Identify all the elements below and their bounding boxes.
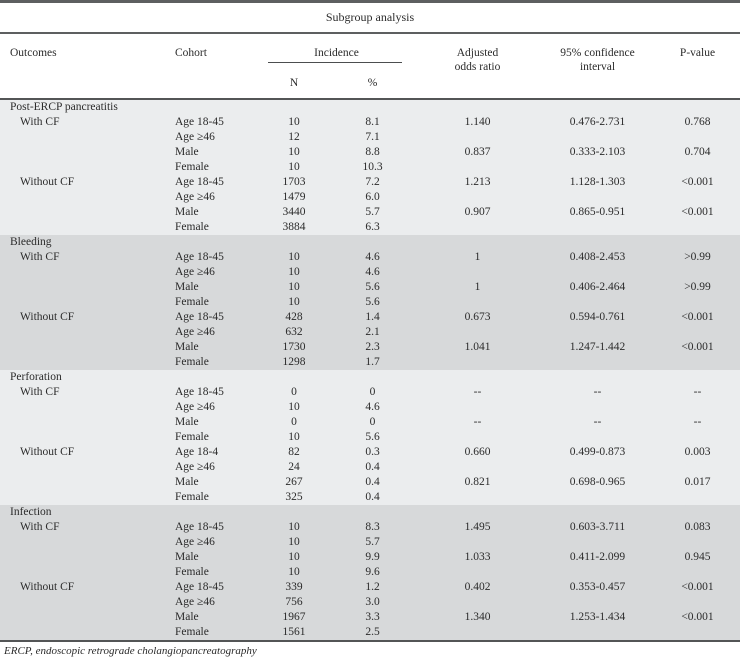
group-label <box>0 160 168 175</box>
group-label <box>0 340 168 355</box>
group-label <box>0 550 168 565</box>
p-value-cell <box>655 565 740 580</box>
group-label <box>0 610 168 625</box>
outcome-section <box>0 235 740 370</box>
ci-cell <box>540 565 655 580</box>
p-value-cell <box>655 595 740 610</box>
pct-cell: 6.3 <box>365 221 380 233</box>
p-value-cell: <0.001 <box>681 206 714 218</box>
p-value-cell: -- <box>693 416 702 428</box>
cohort-cell: Age 18-45 <box>175 176 224 188</box>
table-row <box>0 415 740 430</box>
p-value-cell <box>655 535 740 550</box>
cohort-cell: Age 18-45 <box>175 116 224 128</box>
p-value-cell <box>655 430 740 445</box>
p-value-cell: <0.001 <box>681 311 714 323</box>
pct-cell: 3.3 <box>365 611 380 623</box>
n-cell: 82 <box>288 446 300 458</box>
pct-cell: 4.6 <box>365 401 380 413</box>
n-cell: 10 <box>288 566 300 578</box>
odds-ratio-cell <box>415 625 540 640</box>
ci-cell <box>540 265 655 280</box>
n-cell: 325 <box>285 491 303 503</box>
table-row <box>0 295 740 310</box>
odds-ratio-cell <box>415 490 540 505</box>
odds-ratio-cell <box>415 160 540 175</box>
p-value-cell: 0.768 <box>684 116 711 128</box>
p-value-cell <box>655 265 740 280</box>
group-label <box>0 190 168 205</box>
cohort-cell: Male <box>175 206 199 218</box>
odds-ratio-cell: 0.821 <box>464 476 491 488</box>
odds-ratio-cell <box>415 190 540 205</box>
table-row <box>0 580 740 595</box>
n-cell: 10 <box>288 251 300 263</box>
n-cell: 10 <box>288 521 300 533</box>
n-cell: 1967 <box>282 611 306 623</box>
pct-cell: 5.6 <box>365 431 380 443</box>
pct-cell: 8.3 <box>365 521 380 533</box>
group-label <box>0 415 168 430</box>
pct-cell: 5.6 <box>365 296 380 308</box>
cohort-cell: Male <box>175 611 199 623</box>
p-value-cell: <0.001 <box>681 341 714 353</box>
odds-ratio-cell: 0.673 <box>464 311 491 323</box>
odds-ratio-cell: 1 <box>474 281 481 293</box>
outcome-label: Infection <box>10 506 52 518</box>
cohort-cell: Male <box>175 551 199 563</box>
odds-ratio-cell <box>415 325 540 340</box>
p-value-cell: 0.083 <box>684 521 711 533</box>
pct-cell: 4.6 <box>365 266 380 278</box>
table-row <box>0 265 740 280</box>
n-cell: 632 <box>285 326 303 338</box>
cohort-cell: Age ≥46 <box>175 326 215 338</box>
odds-ratio-cell: 1.340 <box>464 611 491 623</box>
group-label <box>0 325 168 340</box>
n-cell: 10 <box>288 266 300 278</box>
n-cell: 1479 <box>282 191 306 203</box>
group-label <box>0 595 168 610</box>
table-row <box>0 595 740 610</box>
table-row <box>0 175 740 190</box>
ci-cell: 1.128-1.303 <box>569 176 626 188</box>
table-row <box>0 280 740 295</box>
p-value-cell <box>655 220 740 235</box>
odds-ratio-cell <box>415 400 540 415</box>
table-row <box>0 430 740 445</box>
table-header <box>0 34 740 98</box>
ci-cell: 0.594-0.761 <box>569 311 626 323</box>
table-row <box>0 355 740 370</box>
n-cell: 10 <box>288 431 300 443</box>
col-header-odds-ratio <box>415 34 540 98</box>
group-label <box>0 475 168 490</box>
odds-ratio-cell: 1.041 <box>464 341 491 353</box>
ci-cell: -- <box>593 416 602 428</box>
pct-cell: 0.4 <box>365 491 380 503</box>
group-label <box>0 295 168 310</box>
table-row <box>0 565 740 580</box>
table-row <box>0 310 740 325</box>
ci-cell <box>540 490 655 505</box>
table-row <box>0 610 740 625</box>
table-footnote: ERCP, endoscopic retrograde cholangiopancreatography <box>0 642 740 657</box>
table-body <box>0 100 740 640</box>
odds-ratio-cell <box>415 460 540 475</box>
n-cell: 756 <box>285 596 303 608</box>
cohort-cell: Male <box>175 281 199 293</box>
cohort-cell: Age 18-45 <box>175 521 224 533</box>
odds-ratio-cell <box>415 295 540 310</box>
ci-line1: 95% confidence <box>560 47 635 59</box>
group-label: Without CF <box>20 176 75 188</box>
p-value-cell: 0.945 <box>684 551 711 563</box>
group-label <box>0 220 168 235</box>
ci-cell: 0.408-2.453 <box>569 251 626 263</box>
table-row <box>0 160 740 175</box>
pct-cell: 8.8 <box>365 146 380 158</box>
pct-cell: 2.1 <box>365 326 380 338</box>
outcome-label: Bleeding <box>10 236 52 248</box>
pct-cell: 4.6 <box>365 251 380 263</box>
ci-line2: interval <box>579 60 616 73</box>
table-title: Subgroup analysis <box>0 3 740 32</box>
cohort-cell: Age 18-45 <box>175 311 224 323</box>
outcome-label: Post-ERCP pancreatitis <box>10 101 118 113</box>
group-label <box>0 205 168 220</box>
cohort-cell: Male <box>175 416 199 428</box>
cohort-cell: Female <box>175 161 209 173</box>
group-label: With CF <box>20 521 60 533</box>
p-value-cell <box>655 355 740 370</box>
n-cell: 3440 <box>282 206 306 218</box>
col-header-outcomes: Outcomes <box>10 47 57 59</box>
table-row <box>0 445 740 460</box>
ci-cell <box>540 130 655 145</box>
ci-cell <box>540 595 655 610</box>
cohort-cell: Male <box>175 476 199 488</box>
p-value-cell <box>655 190 740 205</box>
ci-cell: 1.253-1.434 <box>569 611 626 623</box>
ci-cell: 0.698-0.965 <box>569 476 626 488</box>
table-row <box>0 475 740 490</box>
p-value-cell <box>655 625 740 640</box>
p-value-cell <box>655 460 740 475</box>
table-row <box>0 535 740 550</box>
odds-ratio-cell <box>415 355 540 370</box>
n-cell: 10 <box>288 401 300 413</box>
odds-ratio-cell <box>415 265 540 280</box>
odds-ratio-cell <box>415 220 540 235</box>
ci-cell: 0.411-2.099 <box>569 551 626 563</box>
table-row <box>0 130 740 145</box>
odds-ratio-cell: -- <box>473 416 482 428</box>
n-cell: 12 <box>288 131 300 143</box>
table-row <box>0 250 740 265</box>
n-cell: 428 <box>285 311 303 323</box>
odds-ratio-cell: 1.213 <box>464 176 491 188</box>
n-cell: 10 <box>288 281 300 293</box>
odds-ratio-line1: Adjusted <box>456 47 499 59</box>
ci-cell <box>540 220 655 235</box>
odds-ratio-cell: 0.837 <box>464 146 491 158</box>
group-label <box>0 280 168 295</box>
ci-cell: 0.603-3.711 <box>569 521 626 533</box>
p-value-cell <box>655 490 740 505</box>
n-cell: 10 <box>288 551 300 563</box>
p-value-cell <box>655 295 740 310</box>
table-row <box>0 550 740 565</box>
table-row <box>0 490 740 505</box>
n-cell: 0 <box>291 386 297 398</box>
pct-cell: 7.1 <box>365 131 380 143</box>
cohort-cell: Female <box>175 296 209 308</box>
cohort-cell: Age ≥46 <box>175 191 215 203</box>
ci-cell: 0.406-2.464 <box>569 281 626 293</box>
odds-ratio-line2: odds ratio <box>454 60 501 73</box>
cohort-cell: Age 18-45 <box>175 386 224 398</box>
pct-cell: 7.2 <box>365 176 380 188</box>
n-cell: 1730 <box>282 341 306 353</box>
group-label: Without CF <box>20 446 75 458</box>
group-label <box>0 355 168 370</box>
section-header-row <box>0 370 740 385</box>
cohort-cell: Age ≥46 <box>175 461 215 473</box>
n-cell: 1298 <box>282 356 306 368</box>
pct-cell: 1.2 <box>365 581 380 593</box>
p-value-cell <box>655 325 740 340</box>
pct-cell: 1.7 <box>365 356 380 368</box>
cohort-cell: Age ≥46 <box>175 596 215 608</box>
p-value-cell: >0.99 <box>684 251 711 263</box>
ci-cell: 0.476-2.731 <box>569 116 626 128</box>
ci-cell: 0.333-2.103 <box>569 146 626 158</box>
n-cell: 3884 <box>282 221 306 233</box>
p-value-cell <box>655 160 740 175</box>
table-row <box>0 145 740 160</box>
group-label <box>0 460 168 475</box>
ci-cell <box>540 355 655 370</box>
ci-cell: -- <box>593 386 602 398</box>
pct-cell: 5.7 <box>365 536 380 548</box>
group-label <box>0 535 168 550</box>
n-cell: 10 <box>288 161 300 173</box>
n-cell: 10 <box>288 146 300 158</box>
cohort-cell: Male <box>175 146 199 158</box>
cohort-cell: Age 18-45 <box>175 581 224 593</box>
odds-ratio-cell: 0.907 <box>464 206 491 218</box>
p-value-cell <box>655 130 740 145</box>
p-value-cell: <0.001 <box>681 611 714 623</box>
pct-cell: 0.3 <box>365 446 380 458</box>
ci-cell: 0.353-0.457 <box>569 581 626 593</box>
n-cell: 267 <box>285 476 303 488</box>
table-row <box>0 340 740 355</box>
ci-cell <box>540 400 655 415</box>
group-label <box>0 625 168 640</box>
group-label <box>0 490 168 505</box>
group-label: With CF <box>20 386 60 398</box>
col-header-cohort: Cohort <box>175 47 207 59</box>
n-cell: 1703 <box>282 176 306 188</box>
pct-cell: 0 <box>369 386 376 398</box>
p-value-cell <box>655 400 740 415</box>
odds-ratio-cell: 1.033 <box>464 551 491 563</box>
group-label <box>0 265 168 280</box>
table-row <box>0 385 740 400</box>
ci-cell <box>540 535 655 550</box>
odds-ratio-cell <box>415 130 540 145</box>
cohort-cell: Age ≥46 <box>175 266 215 278</box>
pct-cell: 5.7 <box>365 206 380 218</box>
pct-cell: 1.4 <box>365 311 380 323</box>
cohort-cell: Female <box>175 356 209 368</box>
odds-ratio-cell: 1 <box>474 251 481 263</box>
n-cell: 10 <box>288 296 300 308</box>
group-label <box>0 430 168 445</box>
table-row <box>0 625 740 640</box>
group-label <box>0 565 168 580</box>
section-header-row <box>0 505 740 520</box>
p-value-cell: 0.003 <box>684 446 711 458</box>
pct-cell: 3.0 <box>365 596 380 608</box>
ci-cell <box>540 430 655 445</box>
group-label: Without CF <box>20 581 75 593</box>
ci-cell <box>540 295 655 310</box>
n-cell: 1561 <box>282 626 306 638</box>
group-label: With CF <box>20 251 60 263</box>
incidence-label: Incidence <box>314 47 359 59</box>
col-header-confidence-interval <box>540 34 655 98</box>
pct-cell: 10.3 <box>362 161 383 173</box>
group-label <box>0 130 168 145</box>
table-row <box>0 220 740 235</box>
col-header-incidence <box>258 34 415 72</box>
group-label: With CF <box>20 116 60 128</box>
cohort-cell: Female <box>175 431 209 443</box>
col-header-p-value: P-value <box>679 47 716 59</box>
pct-cell: 2.5 <box>365 626 380 638</box>
cohort-cell: Age ≥46 <box>175 131 215 143</box>
table-row <box>0 400 740 415</box>
table-row <box>0 325 740 340</box>
outcome-section <box>0 370 740 505</box>
group-label <box>0 145 168 160</box>
table-row <box>0 205 740 220</box>
odds-ratio-cell: 0.660 <box>464 446 491 458</box>
outcome-label: Perforation <box>10 371 62 383</box>
cohort-cell: Female <box>175 566 209 578</box>
cohort-cell: Male <box>175 341 199 353</box>
p-value-cell: 0.017 <box>684 476 711 488</box>
cohort-cell: Age 18-45 <box>175 251 224 263</box>
group-label <box>0 400 168 415</box>
group-label: Without CF <box>20 311 75 323</box>
ci-cell <box>540 325 655 340</box>
odds-ratio-cell <box>415 430 540 445</box>
ci-cell: 1.247-1.442 <box>569 341 626 353</box>
p-value-cell: 0.704 <box>684 146 711 158</box>
odds-ratio-cell <box>415 565 540 580</box>
col-header-n: N <box>289 77 299 89</box>
n-cell: 10 <box>288 116 300 128</box>
pct-cell: 0.4 <box>365 461 380 473</box>
cohort-cell: Female <box>175 626 209 638</box>
pct-cell: 2.3 <box>365 341 380 353</box>
pct-cell: 9.6 <box>365 566 380 578</box>
col-header-percent: % <box>367 77 378 89</box>
ci-cell: 0.499-0.873 <box>569 446 626 458</box>
cohort-cell: Age 18-4 <box>175 446 219 458</box>
odds-ratio-cell <box>415 535 540 550</box>
ci-cell <box>540 160 655 175</box>
odds-ratio-cell: 0.402 <box>464 581 491 593</box>
cohort-cell: Female <box>175 491 209 503</box>
p-value-cell: <0.001 <box>681 581 714 593</box>
table-row <box>0 460 740 475</box>
ci-cell <box>540 190 655 205</box>
pct-cell: 9.9 <box>365 551 380 563</box>
pct-cell: 6.0 <box>365 191 380 203</box>
cohort-cell: Age ≥46 <box>175 536 215 548</box>
ci-cell <box>540 625 655 640</box>
odds-ratio-cell: -- <box>473 386 482 398</box>
n-cell: 10 <box>288 536 300 548</box>
ci-cell <box>540 460 655 475</box>
pct-cell: 0.4 <box>365 476 380 488</box>
section-header-row <box>0 100 740 115</box>
table-row <box>0 190 740 205</box>
incidence-underline <box>268 62 402 63</box>
pct-cell: 5.6 <box>365 281 380 293</box>
section-header-row <box>0 235 740 250</box>
p-value-cell: <0.001 <box>681 176 714 188</box>
n-cell: 24 <box>288 461 300 473</box>
odds-ratio-cell: 1.140 <box>464 116 491 128</box>
table-row <box>0 520 740 535</box>
n-cell: 339 <box>285 581 303 593</box>
outcome-section <box>0 505 740 640</box>
n-cell: 0 <box>291 416 297 428</box>
p-value-cell: -- <box>693 386 702 398</box>
cohort-cell: Female <box>175 221 209 233</box>
odds-ratio-cell: 1.495 <box>464 521 491 533</box>
pct-cell: 0 <box>369 416 376 428</box>
cohort-cell: Age ≥46 <box>175 401 215 413</box>
outcome-section <box>0 100 740 235</box>
odds-ratio-cell <box>415 595 540 610</box>
ci-cell: 0.865-0.951 <box>569 206 626 218</box>
p-value-cell: >0.99 <box>684 281 711 293</box>
table-row <box>0 115 740 130</box>
pct-cell: 8.1 <box>365 116 380 128</box>
